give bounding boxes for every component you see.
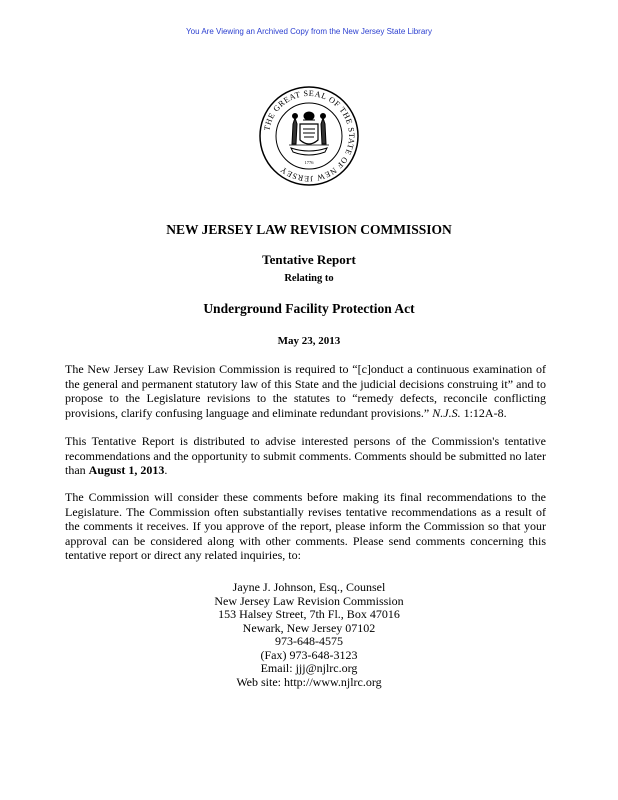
- contact-fax: (Fax) 973-648-3123: [260, 647, 358, 662]
- contact-city: Newark, New Jersey 07102: [242, 620, 376, 635]
- svg-text:THE GREAT SEAL OF THE STATE OF: THE GREAT SEAL OF THE STATE OF NEW JERSEY: [262, 88, 357, 184]
- archive-banner: You Are Viewing an Archived Copy from the New Jersey State Library: [186, 27, 432, 36]
- distribution-text: This Tentative Report is distributed to advise interested persons of the Commission's tentative recommendations and the opportunity to submit comments. Comments should be submitted no later than: [65, 434, 546, 478]
- report-date: May 23, 2013: [277, 335, 341, 347]
- contact-street: 153 Halsey Street, 7th Fl., Box 47016: [218, 607, 400, 621]
- report-type: Tentative Report: [262, 252, 356, 267]
- contact-name: Jayne J. Johnson, Esq., Counsel: [232, 580, 386, 594]
- distribution-end: .: [164, 463, 168, 478]
- relating-to: Relating to: [284, 273, 334, 284]
- contact-email-link[interactable]: Email: jjj@njlrc.org: [260, 661, 358, 675]
- comment-deadline: August 1, 2013: [88, 463, 165, 478]
- contact-block: [0, 581, 618, 689]
- contact-website-link[interactable]: Web site: http://www.njlrc.org: [236, 674, 382, 689]
- comments-paragraph: The Commission will consider these comments before making its final recommendations to the Legislature. The Commission often substantially revises tentative recommendations as a result of the comments it receives. If you approve of the report, please inform the Commission so that your approval can be considered along with other comments. Please send comments concerning this tentative report or direct any related inquiries, to:: [65, 490, 546, 563]
- citation-statute: N.J.S.: [432, 405, 461, 420]
- state-seal-icon: [259, 86, 359, 186]
- mandate-paragraph: [65, 362, 546, 420]
- commission-title: NEW JERSEY LAW REVISION COMMISSION: [166, 222, 452, 237]
- contact-phone: 973-648-4575: [275, 634, 343, 648]
- svg-text:1776: 1776: [304, 160, 314, 165]
- contact-org: New Jersey Law Revision Commission: [214, 593, 404, 608]
- report-subject: Underground Facility Protection Act: [203, 301, 415, 316]
- citation-section: 1:12A-8.: [463, 405, 507, 420]
- distribution-paragraph: [65, 434, 546, 478]
- mandate-text: The New Jersey Law Revision Commission is required to “[c]onduct a continuous examination of the general and permanent statutory law of this State and the judicial decisions construing it” and to propose to the Legislature revisions to the statutes to “remedy defects, reconcile conflicting provisions, clarify confusing language and eliminate redundant provisions.”: [65, 362, 546, 420]
